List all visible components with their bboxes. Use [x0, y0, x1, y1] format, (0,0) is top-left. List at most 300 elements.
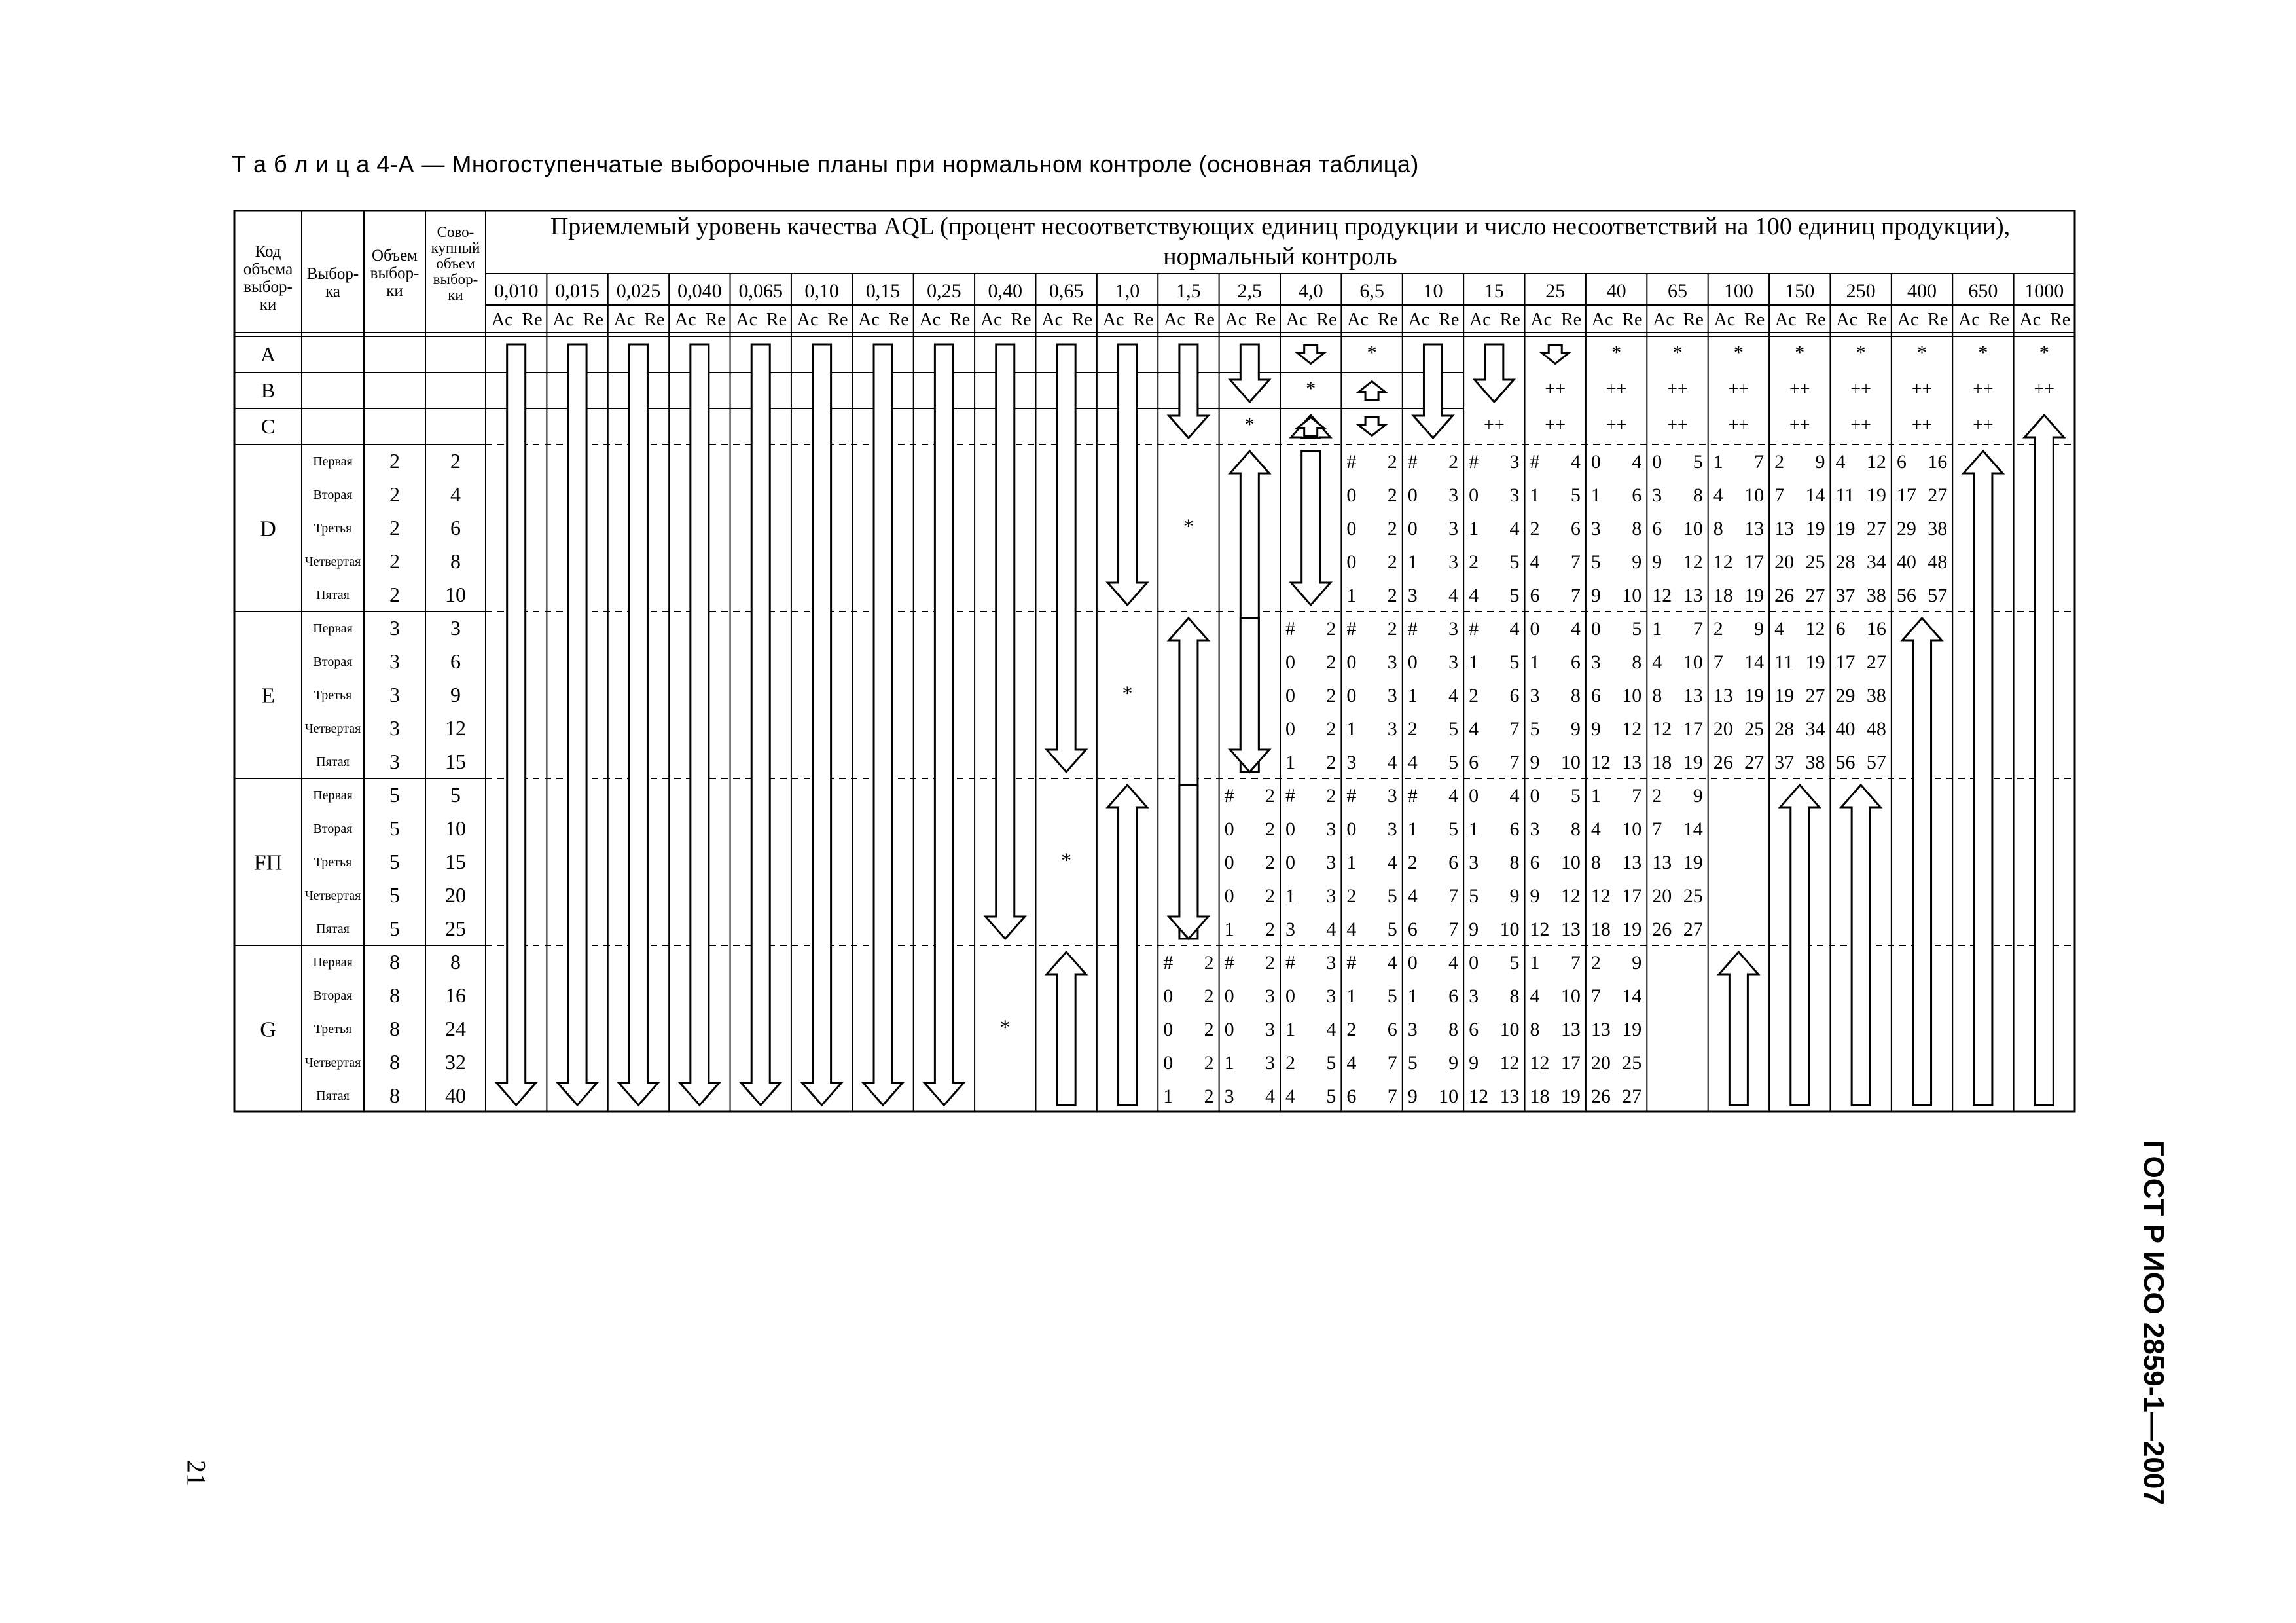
ac-value: 40 — [1896, 551, 1916, 573]
re-value: 8 — [1448, 1019, 1459, 1040]
re-label: Re — [1071, 310, 1092, 330]
down-arrow-icon — [1230, 618, 1269, 772]
cumulative-size: 5 — [450, 783, 461, 807]
cumulative-size: 32 — [445, 1050, 466, 1074]
aql-level-1: 0,015 — [555, 280, 600, 302]
ac-value: 18 — [1713, 585, 1733, 606]
ac-value: # — [1346, 451, 1357, 473]
ac-value: 0 — [1469, 952, 1479, 974]
re-value: 5 — [1570, 785, 1581, 807]
ac-value: 11 — [1774, 651, 1793, 673]
ac-value: 6 — [1530, 852, 1540, 873]
asterisk-mark: * — [1856, 342, 1866, 363]
ac-value: 1 — [1346, 718, 1357, 740]
re-value: 19 — [1560, 1085, 1581, 1107]
asterisk-mark: * — [1183, 514, 1194, 538]
re-value: 4 — [1448, 685, 1459, 706]
ac-value: 12 — [1713, 551, 1733, 573]
aql-level-6: 0,15 — [865, 280, 901, 302]
ac-value: 9 — [1652, 551, 1662, 573]
ac-value: 19 — [1835, 518, 1856, 539]
ac-value: 0 — [1469, 484, 1479, 506]
cumulative-size: 20 — [445, 883, 466, 907]
ac-value: 7 — [1590, 985, 1601, 1007]
re-label: Re — [522, 310, 543, 330]
re-value: 38 — [1866, 685, 1886, 706]
re-label: Re — [1011, 310, 1031, 330]
down-arrow-icon — [1475, 344, 1514, 402]
header-sample-line: ка — [325, 283, 340, 301]
ac-value: 0 — [1590, 618, 1601, 640]
double-plus-mark: ++ — [1911, 379, 1933, 399]
double-plus-mark: ++ — [1728, 415, 1749, 435]
sample-label: Третья — [314, 1022, 352, 1036]
re-value: 7 — [1448, 919, 1459, 940]
aql-level-4: 0,065 — [738, 280, 783, 302]
header-cumulative-line: купный — [431, 240, 480, 256]
ac-value: 6 — [1407, 919, 1418, 940]
ac-value: 4 — [1346, 1052, 1357, 1074]
ac-value: 12 — [1530, 919, 1550, 940]
sample-label: Вторая — [313, 989, 353, 1003]
re-value: 7 — [1387, 1052, 1397, 1074]
ac-value: 8 — [1652, 685, 1662, 706]
re-value: 12 — [1622, 718, 1642, 740]
re-value: 4 — [1448, 785, 1459, 807]
re-value: 4 — [1509, 618, 1520, 640]
re-value: 10 — [1439, 1085, 1459, 1107]
re-value: 7 — [1570, 585, 1581, 606]
ac-value: 1 — [1407, 685, 1418, 706]
ac-value: 8 — [1590, 852, 1601, 873]
re-value: 3 — [1387, 818, 1397, 840]
re-value: 12 — [1805, 618, 1825, 640]
ac-value: # — [1346, 785, 1357, 807]
ac-value: 9 — [1469, 1052, 1479, 1074]
ac-value: 2 — [1774, 451, 1785, 473]
double-plus-mark: ++ — [1545, 379, 1566, 399]
ac-value: 0 — [1224, 852, 1234, 873]
re-value: 3 — [1509, 484, 1520, 506]
ac-value: 6 — [1652, 518, 1662, 539]
re-value: 57 — [1928, 585, 1948, 606]
ac-value: 4 — [1407, 885, 1418, 907]
ac-label: Ac — [613, 310, 636, 330]
ac-value: 2 — [1407, 852, 1418, 873]
up-arrow-icon — [1719, 952, 1758, 1105]
re-value: 19 — [1744, 585, 1765, 606]
sample-label: Вторая — [313, 655, 353, 669]
re-value: 5 — [1326, 1085, 1336, 1107]
header-cumulative-line: выбор- — [433, 271, 478, 287]
ac-value: 37 — [1774, 752, 1795, 773]
header-cumulative-line: Сово- — [437, 224, 475, 240]
re-value: 3 — [1326, 852, 1336, 873]
re-value: 2 — [1204, 952, 1214, 974]
aql-level-21: 150 — [1785, 280, 1815, 302]
re-value: 3 — [1448, 651, 1459, 673]
cumulative-size: 15 — [445, 750, 466, 773]
ac-value: 0 — [1407, 484, 1418, 506]
double-plus-mark: ++ — [1605, 379, 1627, 399]
ac-value: 0 — [1224, 1019, 1234, 1040]
ac-label: Ac — [980, 310, 1002, 330]
ac-value: 0 — [1224, 818, 1234, 840]
ac-value: 6 — [1590, 685, 1601, 706]
ac-value: 12 — [1530, 1052, 1550, 1074]
re-value: 7 — [1509, 752, 1520, 773]
asterisk-mark: * — [1795, 342, 1805, 363]
re-value: 19 — [1683, 852, 1703, 873]
ac-value: 37 — [1835, 585, 1856, 606]
re-value: 14 — [1805, 484, 1825, 506]
re-value: 57 — [1866, 752, 1886, 773]
ac-value: 3 — [1530, 685, 1540, 706]
sample-size: 3 — [389, 649, 400, 673]
re-value: 19 — [1622, 919, 1642, 940]
re-label: Re — [1560, 310, 1582, 330]
sample-label: Четвертая — [304, 1055, 361, 1070]
ac-value: 0 — [1407, 952, 1418, 974]
small-down-arrow-icon — [1359, 418, 1385, 436]
aql-level-17: 25 — [1545, 280, 1566, 302]
re-value: 3 — [1387, 685, 1397, 706]
double-plus-mark: ++ — [1973, 415, 1994, 435]
re-value: 3 — [1326, 952, 1336, 974]
ac-value: 0 — [1163, 985, 1174, 1007]
re-value: 13 — [1622, 852, 1642, 873]
ac-value: 3 — [1469, 985, 1479, 1007]
table-title: Т а б л и ц а 4-А — Многоступенчатые выборочные планы при нормальном контроле (основная таблица) — [232, 151, 1419, 177]
ac-value: 6 — [1346, 1085, 1357, 1107]
re-value: 27 — [1928, 484, 1948, 506]
re-value: 8 — [1509, 985, 1520, 1007]
re-label: Re — [766, 310, 787, 330]
ac-value: # — [1346, 952, 1357, 974]
ac-value: 3 — [1285, 919, 1295, 940]
aql-level-0: 0,010 — [493, 280, 539, 302]
ac-label: Ac — [552, 310, 574, 330]
ac-value: 13 — [1713, 685, 1733, 706]
ac-value: 1 — [1285, 885, 1295, 907]
sample-size: 8 — [389, 1017, 400, 1040]
re-value: 6 — [1632, 484, 1642, 506]
sample-size: 2 — [389, 516, 400, 539]
ac-value: 4 — [1590, 818, 1601, 840]
aql-level-18: 40 — [1606, 280, 1626, 302]
sample-size: 8 — [389, 1050, 400, 1074]
re-value: 6 — [1509, 685, 1520, 706]
re-value: 5 — [1509, 551, 1520, 573]
header-code-line: Код — [255, 243, 281, 261]
ac-label: Ac — [1469, 310, 1491, 330]
code-1: E — [261, 684, 275, 708]
re-value: 4 — [1326, 919, 1336, 940]
re-value: 3 — [1326, 985, 1336, 1007]
ac-value: # — [1285, 952, 1295, 974]
cumulative-size: 8 — [450, 549, 461, 573]
ac-value: 6 — [1835, 618, 1846, 640]
sample-size: 5 — [389, 783, 400, 807]
re-value: 10 — [1622, 685, 1642, 706]
down-arrow-icon — [924, 344, 963, 1105]
re-value: 2 — [1204, 1085, 1214, 1107]
sample-label: Третья — [314, 688, 352, 702]
re-value: 3 — [1448, 618, 1459, 640]
re-value: 7 — [1509, 718, 1520, 740]
ac-value: # — [1285, 618, 1295, 640]
ac-value: 0 — [1346, 484, 1357, 506]
cumulative-size: 24 — [445, 1017, 466, 1040]
ac-value: 4 — [1346, 919, 1357, 940]
re-value: 14 — [1683, 818, 1703, 840]
ac-value: 0 — [1530, 618, 1540, 640]
ac-value: 17 — [1835, 651, 1856, 673]
ac-value: 1 — [1590, 785, 1601, 807]
re-value: 14 — [1744, 651, 1765, 673]
ac-value: 1 — [1407, 818, 1418, 840]
down-arrow-icon — [1169, 785, 1208, 939]
sample-label: Пятая — [316, 922, 350, 936]
small-up-arrow-icon — [1359, 382, 1385, 400]
re-value: 7 — [1570, 551, 1581, 573]
ac-value: # — [1469, 451, 1479, 473]
ac-value: 0 — [1163, 1052, 1174, 1074]
re-value: 10 — [1560, 752, 1581, 773]
re-value: 4 — [1326, 1019, 1336, 1040]
down-arrow-icon — [619, 344, 658, 1105]
code-0: D — [260, 517, 276, 541]
re-value: 4 — [1509, 785, 1520, 807]
ac-label: Ac — [1836, 310, 1858, 330]
ac-label: Ac — [1653, 310, 1674, 330]
double-plus-mark: ++ — [1545, 415, 1566, 435]
re-value: 2 — [1326, 752, 1336, 773]
sample-label: Третья — [314, 521, 352, 536]
ac-value: 0 — [1285, 985, 1295, 1007]
re-value: 25 — [1805, 551, 1825, 573]
ac-value: 12 — [1652, 718, 1672, 740]
re-value: 8 — [1632, 518, 1642, 539]
ac-value: 13 — [1590, 1019, 1611, 1040]
ac-label: Ac — [1164, 310, 1185, 330]
asterisk-mark: * — [1244, 414, 1255, 435]
ac-label: Ac — [1408, 310, 1430, 330]
re-label: Re — [583, 310, 603, 330]
double-plus-mark: ++ — [1973, 379, 1994, 399]
document-code — [2134, 1140, 2173, 1505]
ac-value: 6 — [1896, 451, 1907, 473]
ac-value: 9 — [1469, 919, 1479, 940]
ac-value: 0 — [1285, 685, 1295, 706]
re-value: 3 — [1448, 518, 1459, 539]
ac-label: Ac — [1530, 310, 1552, 330]
asterisk-mark: * — [1917, 342, 1928, 363]
ac-value: 0 — [1652, 451, 1662, 473]
ac-value: 1 — [1407, 551, 1418, 573]
re-value: 2 — [1326, 718, 1336, 740]
asterisk-mark: * — [1733, 342, 1744, 363]
re-value: 5 — [1448, 718, 1459, 740]
re-label: Re — [1255, 310, 1276, 330]
re-value: 7 — [1570, 952, 1581, 974]
ac-value: 2 — [1713, 618, 1723, 640]
ac-value: 0 — [1285, 651, 1295, 673]
cumulative-size: 12 — [445, 716, 466, 740]
header-code-line: объема — [243, 261, 293, 278]
re-value: 27 — [1805, 585, 1825, 606]
asterisk-mark: * — [1672, 342, 1683, 363]
ac-label: Ac — [1774, 310, 1797, 330]
ac-label: Ac — [491, 310, 513, 330]
sample-size: 3 — [389, 616, 400, 640]
re-value: 10 — [1499, 1019, 1520, 1040]
header-cumulative-line: ки — [448, 287, 463, 303]
re-label: Re — [1744, 310, 1765, 330]
re-value: 13 — [1622, 752, 1642, 773]
re-value: 2 — [1204, 1052, 1214, 1074]
ac-value: 17 — [1896, 484, 1916, 506]
sample-size: 8 — [389, 983, 400, 1007]
ac-value: 1 — [1346, 585, 1357, 606]
cumulative-size: 2 — [450, 449, 461, 473]
re-value: 2 — [1448, 451, 1459, 473]
re-value: 27 — [1866, 518, 1886, 539]
ac-value: 3 — [1407, 585, 1418, 606]
sample-label: Пятая — [316, 588, 350, 602]
double-plus-mark: ++ — [1605, 415, 1627, 435]
cumulative-size: 4 — [450, 483, 461, 506]
ac-value: 29 — [1835, 685, 1856, 706]
ac-value: 20 — [1774, 551, 1795, 573]
ac-label: Ac — [1041, 310, 1064, 330]
ac-label: Ac — [858, 310, 880, 330]
ac-value: 4 — [1652, 651, 1662, 673]
re-value: 3 — [1326, 818, 1336, 840]
re-value: 19 — [1805, 651, 1825, 673]
re-label: Re — [2050, 310, 2071, 330]
small-down-arrow-icon — [1542, 346, 1568, 364]
sample-size: 3 — [389, 716, 400, 740]
cumulative-size: 6 — [450, 649, 461, 673]
aql-level-13: 4,0 — [1298, 280, 1323, 302]
re-value: 19 — [1744, 685, 1765, 706]
sample-label: Первая — [313, 454, 353, 469]
re-value: 9 — [1632, 551, 1642, 573]
ac-value: 29 — [1896, 518, 1916, 539]
document-code-text: ГОСТ Р ИСО 2859-1—2007 — [2138, 1140, 2170, 1505]
re-value: 25 — [1683, 885, 1703, 907]
ac-value: 0 — [1346, 518, 1357, 539]
re-value: 48 — [1866, 718, 1886, 740]
header-size-line: ки — [386, 282, 403, 300]
re-value: 2 — [1265, 952, 1275, 974]
down-arrow-icon — [1291, 451, 1331, 605]
re-value: 2 — [1265, 919, 1275, 940]
re-value: 5 — [1448, 752, 1459, 773]
ac-value: 7 — [1713, 651, 1723, 673]
re-value: 3 — [1326, 885, 1336, 907]
re-value: 10 — [1622, 585, 1642, 606]
ac-label: Ac — [1102, 310, 1124, 330]
re-value: 9 — [1693, 785, 1703, 807]
sample-label: Первая — [313, 788, 353, 803]
double-plus-mark: ++ — [1911, 415, 1933, 435]
re-value: 17 — [1622, 885, 1642, 907]
re-value: 5 — [1326, 1052, 1336, 1074]
ac-value: 9 — [1590, 718, 1601, 740]
ac-value: 4 — [1407, 752, 1418, 773]
ac-value: 2 — [1469, 551, 1479, 573]
re-value: 19 — [1866, 484, 1886, 506]
ac-value: 4 — [1530, 551, 1540, 573]
double-plus-mark: ++ — [1728, 379, 1749, 399]
ac-value: 1 — [1285, 1019, 1295, 1040]
sample-size: 8 — [389, 950, 400, 974]
ac-value: 2 — [1590, 952, 1601, 974]
ac-value: 8 — [1713, 518, 1723, 539]
ac-value: 2 — [1346, 1019, 1357, 1040]
ac-value: 2 — [1469, 685, 1479, 706]
re-value: 3 — [1387, 651, 1397, 673]
ac-value: 1 — [1652, 618, 1662, 640]
asterisk-mark: * — [1306, 378, 1316, 399]
ac-value: 7 — [1774, 484, 1785, 506]
re-value: 2 — [1265, 818, 1275, 840]
ac-value: 5 — [1530, 718, 1540, 740]
sample-label: Четвертая — [304, 721, 361, 736]
sample-label: Четвертая — [304, 888, 361, 903]
aql-level-2: 0,025 — [616, 280, 661, 302]
sample-size: 8 — [389, 1084, 400, 1107]
ac-value: # — [1346, 618, 1357, 640]
aql-level-8: 0,40 — [988, 280, 1023, 302]
sample-label: Первая — [313, 955, 353, 970]
ac-value: 1 — [1285, 752, 1295, 773]
ac-value: # — [1469, 618, 1479, 640]
ac-value: 7 — [1652, 818, 1662, 840]
aql-level-3: 0,040 — [677, 280, 722, 302]
re-value: 10 — [1683, 518, 1703, 539]
re-value: 7 — [1693, 618, 1703, 640]
ac-value: 28 — [1835, 551, 1856, 573]
re-label: Re — [1316, 310, 1337, 330]
re-value: 34 — [1866, 551, 1886, 573]
ac-value: 3 — [1590, 518, 1601, 539]
ac-value: 3 — [1224, 1085, 1234, 1107]
re-value: 3 — [1387, 785, 1397, 807]
sample-size: 2 — [389, 449, 400, 473]
ac-value: 1 — [1590, 484, 1601, 506]
ac-value: 4 — [1530, 985, 1540, 1007]
re-value: 4 — [1448, 952, 1459, 974]
ac-value: 2 — [1652, 785, 1662, 807]
asterisk-mark: * — [1061, 848, 1072, 872]
re-value: 27 — [1622, 1085, 1642, 1107]
re-value: 2 — [1204, 985, 1214, 1007]
re-value: 19 — [1622, 1019, 1642, 1040]
re-value: 9 — [1754, 618, 1765, 640]
header-sample-line: Выбор- — [306, 265, 359, 283]
re-value: 4 — [1509, 518, 1520, 539]
re-value: 6 — [1509, 818, 1520, 840]
re-value: 10 — [1499, 919, 1520, 940]
asterisk-mark: * — [1122, 681, 1133, 705]
double-plus-mark: ++ — [1789, 415, 1810, 435]
double-plus-mark: ++ — [1789, 379, 1810, 399]
re-value: 2 — [1387, 618, 1397, 640]
sample-size: 2 — [389, 583, 400, 606]
